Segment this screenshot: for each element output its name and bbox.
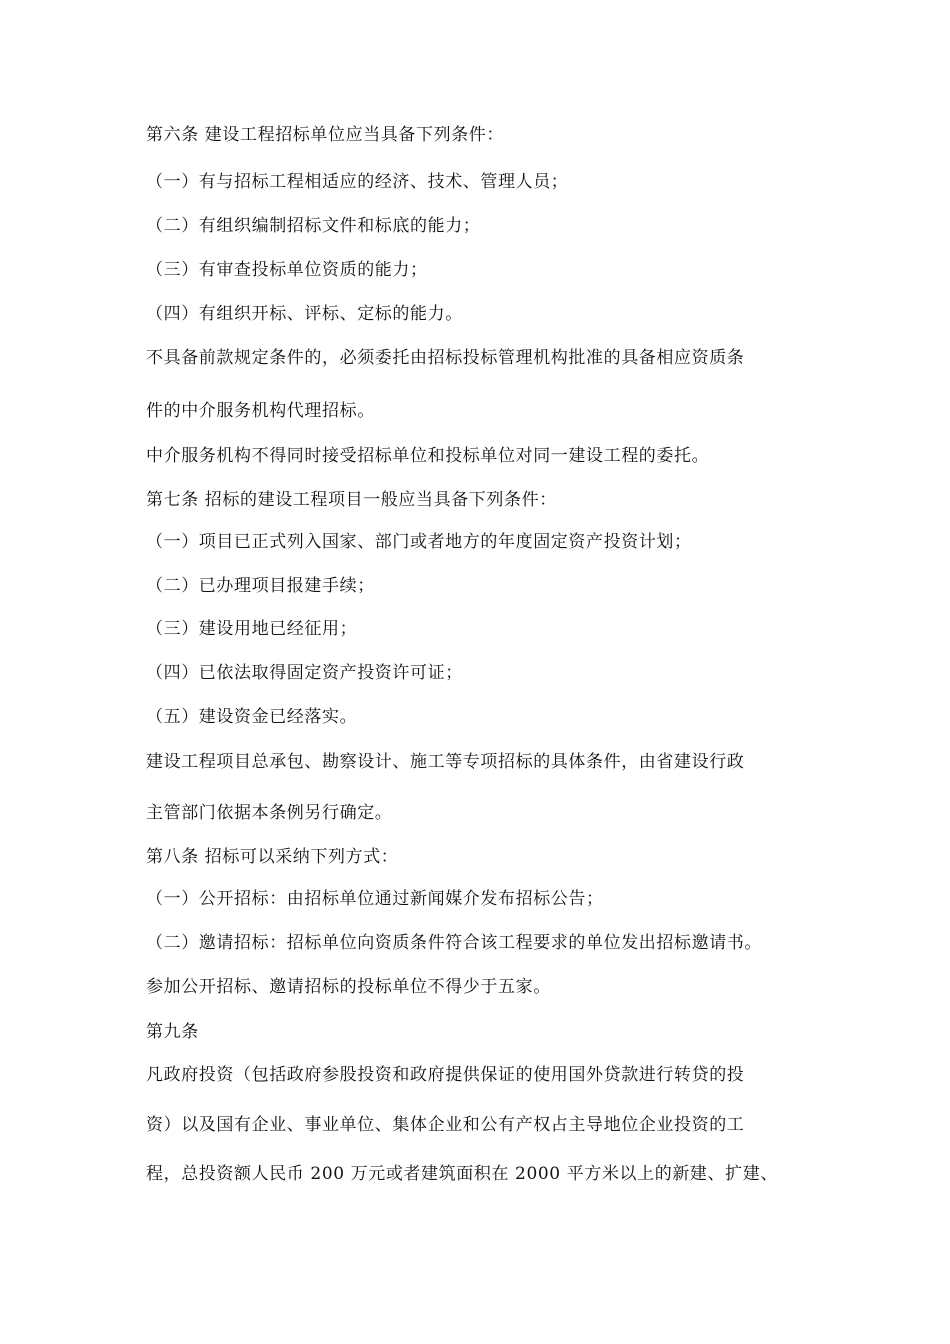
article-8-item-1: （一）公开招标：由招标单位通过新闻媒介发布招标公告； xyxy=(146,889,604,909)
article-9-paragraph-line-2: 资）以及国有企业、事业单位、集体企业和公有产权占主导地位企业投资的工 xyxy=(146,1115,745,1135)
article-7-item-1: （一）项目已正式列入国家、部门或者地方的年度固定资产投资计划； xyxy=(146,532,692,552)
article-6-paragraph-2: 中介服务机构不得同时接受招标单位和投标单位对同一建设工程的委托。 xyxy=(146,446,710,466)
article-8-heading: 第八条 招标可以采纳下列方式： xyxy=(146,847,399,867)
article-7-item-2: （二）已办理项目报建手续； xyxy=(146,576,375,596)
article-6-paragraph-line-1: 不具备前款规定条件的，必须委托由招标投标管理机构批准的具备相应资质条 xyxy=(146,348,745,368)
article-8-paragraph: 参加公开招标、邀请招标的投标单位不得少于五家。 xyxy=(146,977,551,997)
article-7-item-4: （四）已依法取得固定资产投资许可证； xyxy=(146,663,463,683)
article-6-item-3: （三）有审查投标单位资质的能力； xyxy=(146,260,428,280)
article-9-paragraph-line-3: 程，总投资额人民币 200 万元或者建筑面积在 2000 平方米以上的新建、扩建、 xyxy=(146,1164,778,1184)
article-7-paragraph-line-1: 建设工程项目总承包、勘察设计、施工等专项招标的具体条件，由省建设行政 xyxy=(146,752,745,772)
article-7-item-3: （三）建设用地已经征用； xyxy=(146,619,358,639)
article-9-paragraph-line-1: 凡政府投资（包括政府参股投资和政府提供保证的使用国外贷款进行转贷的投 xyxy=(146,1065,745,1085)
article-6-item-4: （四）有组织开标、评标、定标的能力。 xyxy=(146,304,463,324)
article-6-item-1: （一）有与招标工程相适应的经济、技术、管理人员； xyxy=(146,172,569,192)
article-7-heading: 第七条 招标的建设工程项目一般应当具备下列条件： xyxy=(146,490,557,510)
article-8-item-2: （二）邀请招标：招标单位向资质条件符合该工程要求的单位发出招标邀请书。 xyxy=(146,933,762,953)
article-6-heading: 第六条 建设工程招标单位应当具备下列条件： xyxy=(146,125,505,145)
article-9-heading: 第九条 xyxy=(146,1022,199,1042)
article-7-paragraph-line-2: 主管部门依据本条例另行确定。 xyxy=(146,803,393,823)
article-7-item-5: （五）建设资金已经落实。 xyxy=(146,707,358,727)
article-6-item-2: （二）有组织编制招标文件和标底的能力； xyxy=(146,216,481,236)
article-6-paragraph-line-2: 件的中介服务机构代理招标。 xyxy=(146,401,375,421)
